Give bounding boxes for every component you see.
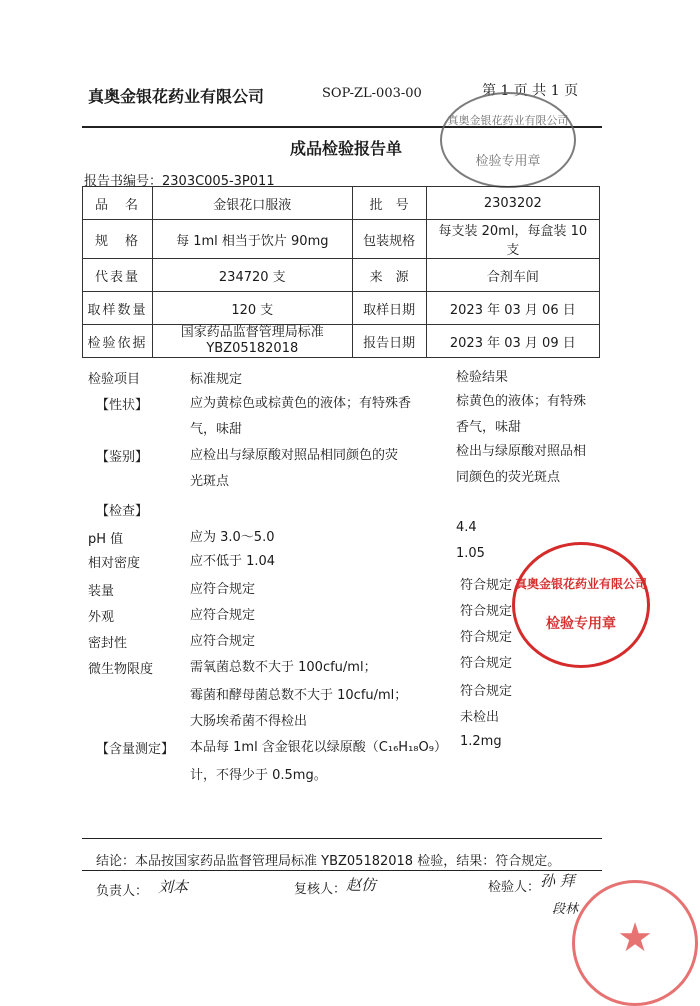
item-sealing: 密封性 (88, 636, 128, 651)
inspection-stamp-red (512, 542, 650, 668)
std-text: 应符合规定 (190, 634, 256, 649)
company-name: 真奥金银花药业有限公司 (88, 87, 265, 106)
cell-value: 2303202 (426, 187, 599, 220)
doc-code: SOP-ZL-003-00 (322, 86, 422, 101)
stamp-gray-bottom: 检验专用章 (475, 154, 541, 169)
reviewer-signature: 赵仿 (346, 876, 377, 894)
cell-value: 每 1ml 相当于饮片 90mg (152, 220, 352, 259)
cell-label: 报告日期 (352, 325, 426, 358)
item-density: 相对密度 (88, 556, 141, 571)
std-text: 大肠埃希菌不得检出 (190, 714, 308, 729)
std-text: 应检出与绿原酸对照品相同颜色的荧 (190, 448, 399, 463)
std-text: 气，味甜 (190, 422, 243, 437)
result-text: 香气，味甜 (456, 420, 522, 435)
col-header-standard: 标准规定 (190, 372, 243, 387)
cell-value: 234720 支 (152, 259, 352, 292)
conclusion: 结论：本品按国家药品监督管理局标准 YBZ05182018 检验，结果：符合规定。 (96, 854, 561, 869)
result-text: 1.2mg (460, 734, 502, 749)
cell-label: 品 名 (83, 187, 153, 220)
cell-label: 检验依据 (83, 325, 153, 358)
result-text: 未检出 (460, 710, 500, 725)
result-text: 符合规定 (460, 684, 513, 699)
cell-value: 2023 年 03 月 06 日 (426, 292, 599, 325)
cell-label: 规 格 (83, 220, 153, 259)
red-seal-stamp (572, 880, 698, 1006)
stamp-red-top: 真奥金银花药业有限公司 (515, 577, 648, 591)
result-text: 符合规定 (460, 630, 513, 645)
std-text: 本品每 1ml 含金银花以绿原酸（C₁₆H₁₈O₉） (190, 740, 447, 755)
std-text: 光斑点 (190, 474, 230, 489)
cell-label: 批 号 (352, 187, 426, 220)
result-text: 符合规定 (460, 578, 513, 593)
info-table (82, 186, 600, 358)
table-row (83, 220, 600, 259)
responsible-signature: 刘本 (158, 878, 189, 896)
col-header-item: 检验项目 (88, 372, 141, 387)
item-xingzhuang: 【性状】 (96, 398, 149, 413)
report-number: 报告书编号：2303C005-3P011 (84, 174, 275, 189)
stamp-gray-top: 真奥金银花药业有限公司 (447, 114, 569, 127)
std-text: 霉菌和酵母菌总数不大于 10cfu/ml； (190, 688, 408, 703)
cell-value: 120 支 (152, 292, 352, 325)
cell-label: 代表量 (83, 259, 153, 292)
cell-value: 国家药品监督管理局标准 YBZ05182018 (152, 325, 352, 358)
responsible-label: 负责人： (96, 884, 149, 899)
std-text: 应为黄棕色或棕黄色的液体；有特殊香 (190, 396, 412, 411)
std-text: 计，不得少于 0.5mg。 (190, 768, 327, 783)
item-jiancha: 【检查】 (96, 504, 149, 519)
table-row (83, 187, 600, 220)
item-ph: pH 值 (88, 532, 124, 547)
inspector-signature-2: 段林 (552, 902, 579, 917)
result-text: 棕黄色的液体；有特殊 (456, 394, 587, 409)
cell-label: 取样数量 (83, 292, 153, 325)
inspector-label: 检验人： (488, 880, 541, 895)
table-row (83, 292, 600, 325)
item-content: 【含量测定】 (96, 742, 175, 757)
report-title: 成品检验报告单 (290, 139, 403, 158)
cell-value: 每支装 20ml，每盒装 10 支 (426, 220, 599, 259)
std-text: 应符合规定 (190, 608, 256, 623)
table-row (83, 325, 600, 358)
result-text: 符合规定 (460, 604, 513, 619)
col-header-result: 检验结果 (456, 370, 509, 385)
reviewer-label: 复核人： (294, 882, 347, 897)
result-text: 符合规定 (460, 656, 513, 671)
item-appearance: 外观 (88, 610, 115, 625)
stamp-red-bottom: 检验专用章 (546, 616, 616, 632)
std-text: 需氧菌总数不大于 100cfu/ml； (190, 660, 377, 675)
cell-value: 2023 年 03 月 09 日 (426, 325, 599, 358)
result-text: 1.05 (456, 546, 485, 561)
cell-value: 合剂车间 (426, 259, 599, 292)
cell-label: 来 源 (352, 259, 426, 292)
result-text: 4.4 (456, 520, 477, 535)
std-text: 应为 3.0～5.0 (190, 530, 275, 545)
inspector-signature-1: 孙 拜 (540, 872, 575, 890)
result-text: 同颜色的荧光斑点 (456, 470, 561, 485)
item-micro: 微生物限度 (88, 662, 154, 677)
item-jianbie: 【鉴别】 (96, 450, 149, 465)
conclusion-rule (82, 838, 602, 839)
table-row (83, 259, 600, 292)
cell-label: 取样日期 (352, 292, 426, 325)
result-text: 检出与绿原酸对照品相 (456, 444, 587, 459)
cell-value: 金银花口服液 (152, 187, 352, 220)
star-icon: ★ (617, 915, 653, 961)
std-text: 应符合规定 (190, 582, 256, 597)
page-info: 第 1 页 共 1 页 (482, 83, 579, 99)
cell-label: 包装规格 (352, 220, 426, 259)
std-text: 应不低于 1.04 (190, 554, 276, 569)
inspection-stamp-gray (440, 92, 576, 188)
conclusion-rule-bottom (82, 870, 602, 871)
item-loading: 装量 (88, 584, 115, 599)
